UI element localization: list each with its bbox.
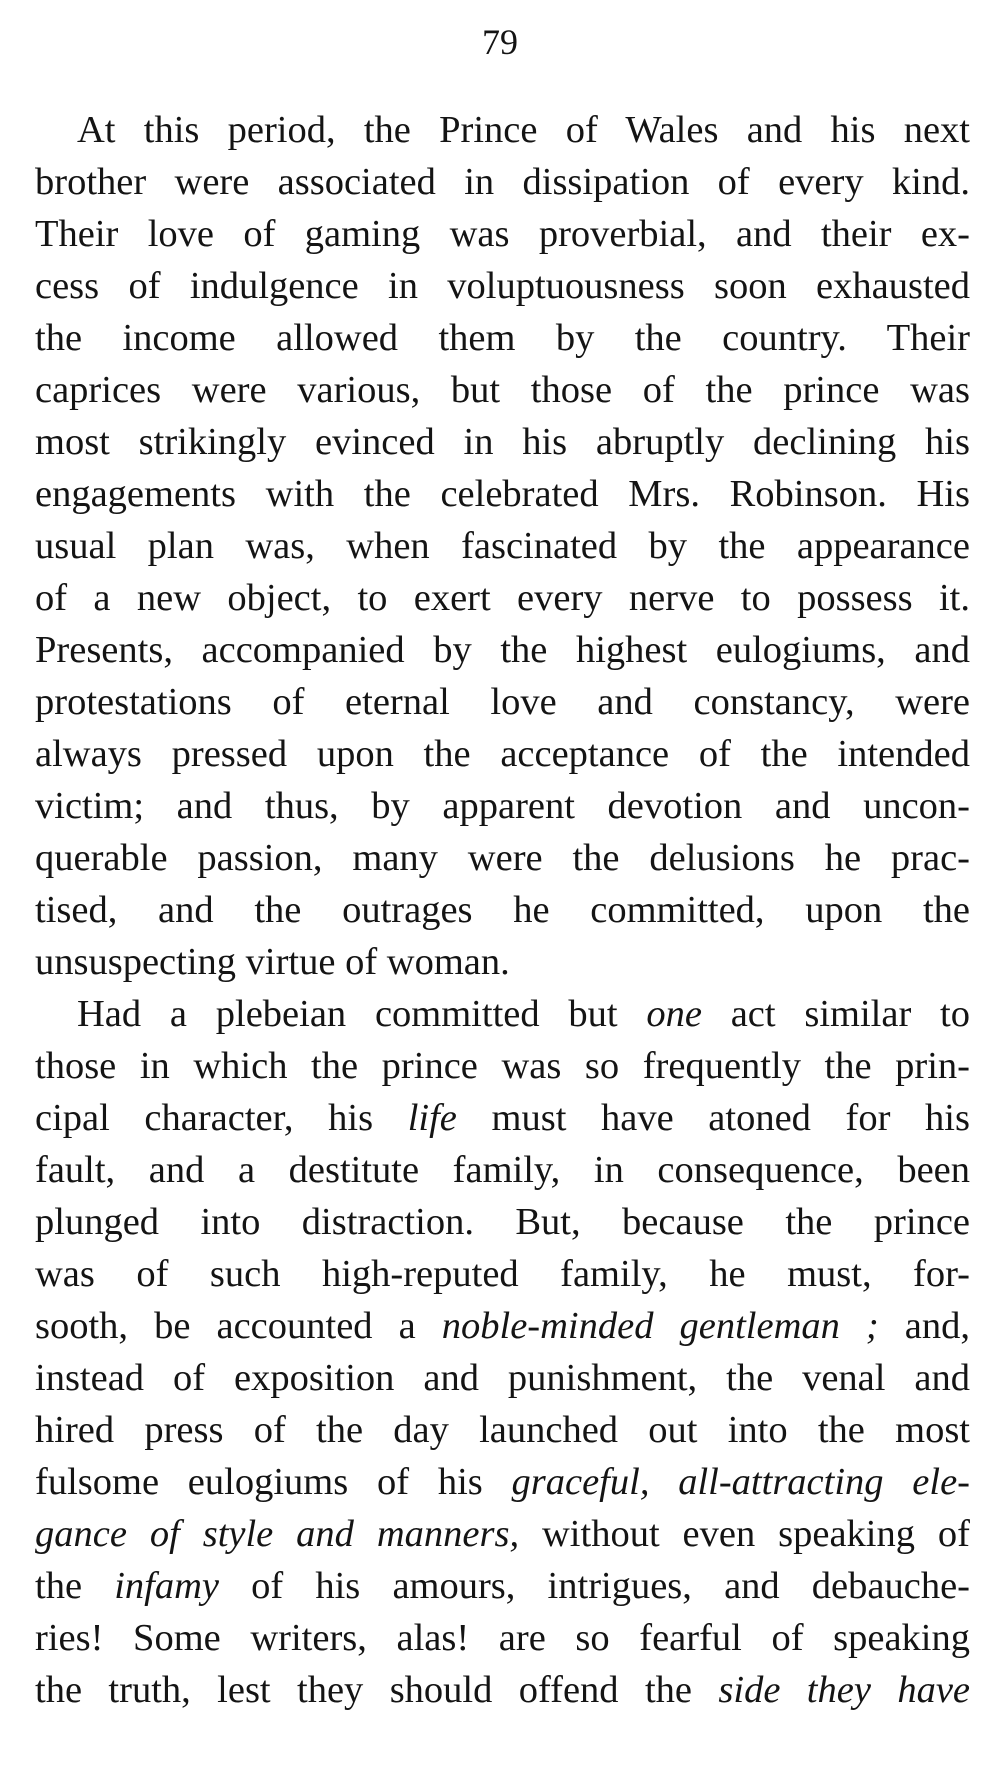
paragraph (35, 104, 970, 988)
text-segment: most strikingly evinced in his abruptly declining his (35, 421, 970, 463)
text-segment: unsuspecting virtue of woman. (35, 941, 510, 983)
text-line (35, 1144, 970, 1196)
text-segment: Their love of gaming was proverbial, and their ex- (35, 213, 970, 255)
text-line (35, 780, 970, 832)
text-segment: fulsome eulogiums of his (35, 1461, 512, 1503)
text-segment: was of such high-reputed family, he must, for- (35, 1253, 970, 1295)
text-segment: those in which the prince was so frequently the prin- (35, 1045, 970, 1087)
text-line (35, 156, 970, 208)
text-line (35, 1560, 970, 1612)
text-segment: protestations of eternal love and constancy, were (35, 681, 970, 723)
text-line (35, 1092, 970, 1144)
italic-text: one (646, 993, 702, 1035)
text-line (35, 1508, 970, 1560)
text-segment: victim; and thus, by apparent devotion and uncon- (35, 785, 970, 827)
text-segment: and, (878, 1305, 970, 1347)
text-line (35, 208, 970, 260)
paragraph (35, 988, 970, 1716)
text-line (35, 1040, 970, 1092)
text-segment: tised, and the outrages he committed, upon the (35, 889, 970, 931)
text-segment: Had a plebeian committed but (77, 993, 647, 1035)
text-line (35, 1196, 970, 1248)
text-line (35, 676, 970, 728)
text-segment: sooth, be accounted a (35, 1305, 442, 1347)
italic-text: graceful, all-attracting ele- (511, 1461, 970, 1503)
text-segment: engagements with the celebrated Mrs. Robinson. His (35, 473, 970, 515)
text-line (35, 260, 970, 312)
text-line (35, 1456, 970, 1508)
text-segment: always pressed upon the acceptance of the intended (35, 733, 970, 775)
page-number: 79 (482, 22, 518, 62)
text-segment: must have atoned for his (456, 1097, 970, 1139)
italic-text: infamy (114, 1565, 219, 1607)
text-segment: plunged into distraction. But, because the prince (35, 1201, 970, 1243)
text-line (35, 832, 970, 884)
text-segment: without even speaking of (519, 1513, 970, 1555)
text-segment: act similar to (701, 993, 970, 1035)
text-segment: hired press of the day launched out into the most (35, 1409, 970, 1451)
text-line (35, 1248, 970, 1300)
text-line (35, 364, 970, 416)
text-segment: brother were associated in dissipation of every kind. (35, 161, 970, 203)
text-segment: usual plan was, when fascinated by the appearance (35, 525, 970, 567)
text-segment: of his amours, intrigues, and debauche- (218, 1565, 970, 1607)
text-line (35, 416, 970, 468)
text-segment: caprices were various, but those of the prince was (35, 369, 970, 411)
text-segment: of a new object, to exert every nerve to possess it. (35, 577, 970, 619)
text-line (35, 936, 970, 988)
text-line (35, 1612, 970, 1664)
text-segment: instead of exposition and punishment, the venal and (35, 1357, 970, 1399)
text-line (35, 624, 970, 676)
italic-text: gance of style and manners, (35, 1513, 520, 1555)
text-segment: querable passion, many were the delusions he prac- (35, 837, 970, 879)
text-segment: the (35, 1565, 115, 1607)
text-segment: the truth, lest they should offend the (35, 1669, 719, 1711)
text-line (35, 468, 970, 520)
body-text (35, 104, 970, 1716)
text-segment: cess of indulgence in voluptuousness soon exhausted (35, 265, 970, 307)
text-segment: the income allowed them by the country. Their (35, 317, 970, 359)
text-line (35, 884, 970, 936)
italic-text: side they have (718, 1669, 970, 1711)
text-line (35, 104, 970, 156)
text-line (35, 728, 970, 780)
text-segment: cipal character, his (35, 1097, 408, 1139)
text-line (35, 1664, 970, 1716)
text-segment: ries! Some writers, alas! are so fearful of speaking (35, 1617, 970, 1659)
text-segment: Presents, accompanied by the highest eulogiums, and (35, 629, 970, 671)
text-line (35, 1300, 970, 1352)
text-line (35, 1352, 970, 1404)
italic-text: noble-minded gentleman ; (441, 1305, 879, 1347)
text-line (35, 988, 970, 1040)
italic-text: life (407, 1097, 457, 1139)
text-line (35, 1404, 970, 1456)
text-segment: fault, and a destitute family, in consequence, been (35, 1149, 970, 1191)
text-line (35, 572, 970, 624)
text-line (35, 520, 970, 572)
text-line (35, 312, 970, 364)
text-segment: At this period, the Prince of Wales and his next (77, 109, 970, 151)
